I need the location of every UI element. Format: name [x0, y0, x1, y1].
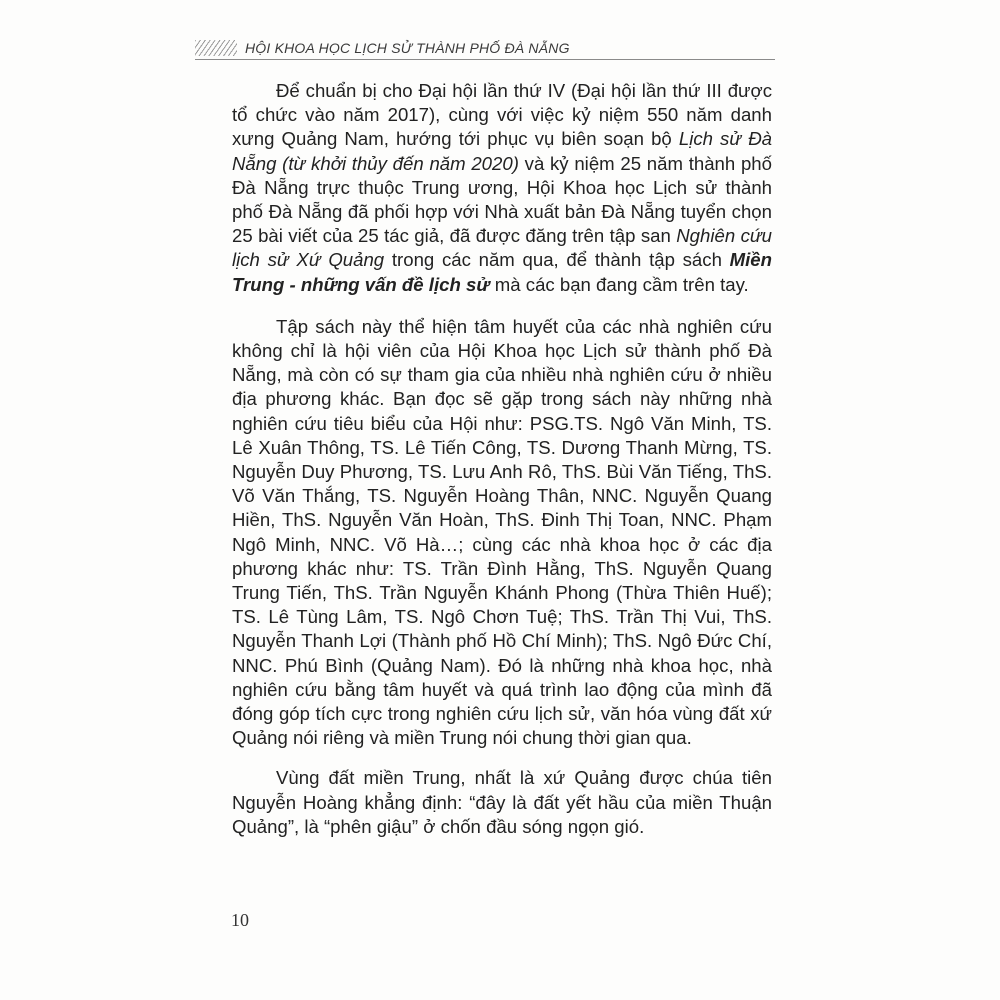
running-header [195, 38, 775, 60]
paragraph-1-text-c: trong các năm qua, để thành tập sách [384, 249, 730, 271]
header-divider [195, 59, 775, 60]
book-title-lich-su-da-nang: Lịch sử Đà Nẵng (từ khởi thủy đến năm 2020) [232, 128, 773, 174]
journal-title: Nghiên cứu lịch sử Xứ Quảng [232, 225, 772, 271]
running-header-title: HỘI KHOA HỌC LỊCH SỬ THÀNH PHỐ ĐÀ NẴNG [245, 40, 570, 56]
book-title-mien-trung: Miền Trung - những vấn đề lịch sử [232, 249, 772, 295]
page-number: 10 [231, 910, 249, 930]
paragraph-1 [232, 79, 772, 297]
paragraph-1-text-b: và kỷ niệm 25 năm thành phố Đà Nẵng trực thuộc Trung ương, Hội Khoa học Lịch sử thành phố Đà Nẵng đã phối hợp với Nhà xuất bản Đà Nẵng tuyển chọn 25 bài viết của 25 tác giả, đã được đăng trên tập san [232, 152, 772, 247]
paragraph-3: Vùng đất miền Trung, nhất là xứ Quảng được chúa tiên Nguyễn Hoàng khẳng định: “đây là đất yết hầu của miền Thuận Quảng”, là “phên giậu” ở chốn đầu sóng ngọn gió. [232, 767, 772, 837]
paragraph-2: Tập sách này thể hiện tâm huyết của các nhà nghiên cứu không chỉ là hội viên của Hội Khoa học Lịch sử thành phố Đà Nẵng, mà còn có sự tham gia của nhiều nhà nghiên cứu ở nhiều địa phương khác. Bạn đọc sẽ gặp trong sách này những nhà nghiên cứu tiêu biểu của Hội như: PSG.TS. Ngô Văn Minh, TS. Lê Xuân Thông, TS. Lê Tiến Công, TS. Dương Thanh Mừng, TS. Nguyễn Duy Phương, TS. Lưu Anh Rô, ThS. Bùi Văn Tiếng, ThS. Võ Văn Thắng, TS. Nguyễn Hoàng Thân, NNC. Nguyễn Quang Hiền, ThS. Nguyễn Văn Hoàn, ThS. Đinh Thị Toan, NNC. Phạm Ngô Minh, NNC. Võ Hà…; cùng các nhà khoa học ở các địa phương khác như: TS. Trần Đình Hằng, ThS. Nguyễn Quang Trung Tiến, ThS. Trần Nguyễn Khánh Phong (Thừa Thiên Huế); TS. Lê Tùng Lâm, TS. Ngô Chơn Tuệ; ThS. Trần Thị Vui, ThS. Nguyễn Thanh Lợi (Thành phố Hồ Chí Minh); ThS. Ngô Đức Chí, NNC. Phú Bình (Quảng Nam). Đó là những nhà khoa học, nhà nghiên cứu bằng tâm huyết và quá trình lao động của mình đã đóng góp tích cực trong nghiên cứu lịch sử, văn hóa vùng đất xứ Quảng nói riêng và miền Trung nói chung thời gian qua. [232, 315, 772, 749]
paragraph-1-text-a: Để chuẩn bị cho Đại hội lần thứ IV (Đại hội lần thứ III được tổ chức vào năm 2017), cùng với việc kỷ niệm 550 năm danh xưng Quảng Nam, hướng tới phục vụ biên soạn bộ [232, 80, 772, 150]
body-text [232, 74, 772, 839]
paragraph-1-text-d: mà các bạn đang cầm trên tay. [489, 273, 749, 295]
header-hatch-decoration [195, 40, 237, 56]
